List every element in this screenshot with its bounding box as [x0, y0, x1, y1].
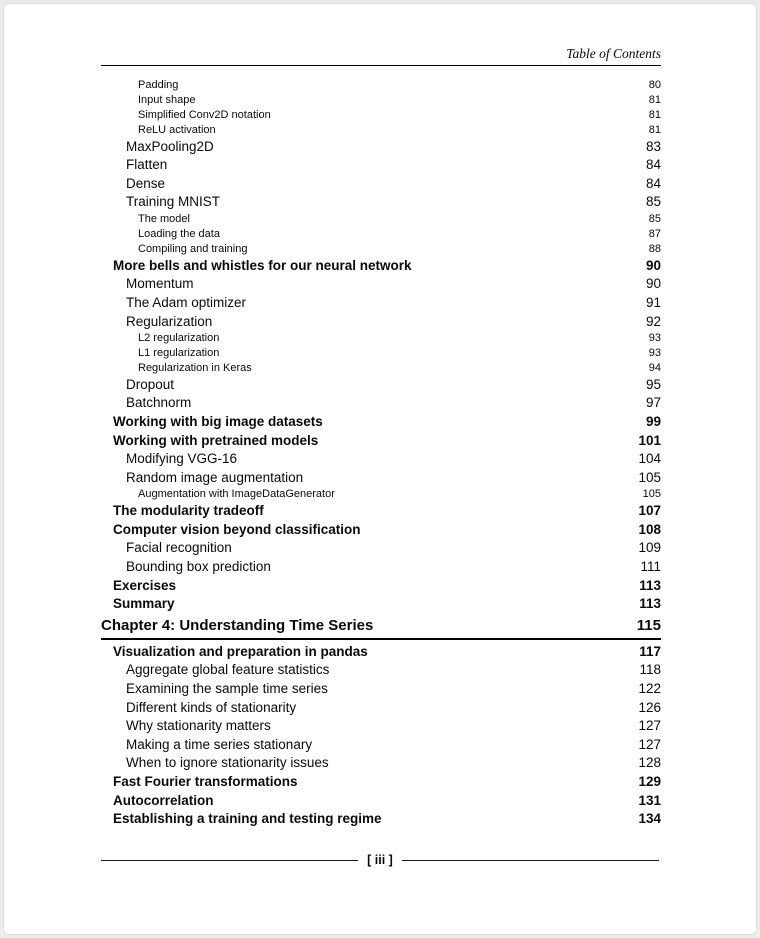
- toc-entry[interactable]: [101, 539, 661, 558]
- toc-entry[interactable]: [101, 469, 661, 488]
- toc-entry-page-number: 83: [645, 138, 661, 154]
- toc-entry-page-number: 95: [645, 376, 661, 392]
- toc-entry-label: Making a time series stationary: [126, 736, 313, 752]
- toc-entry[interactable]: [101, 521, 661, 540]
- toc-entry[interactable]: [101, 661, 661, 680]
- toc-entry[interactable]: [101, 577, 661, 596]
- toc-entry-page-number: 131: [638, 792, 661, 808]
- toc-entry[interactable]: [101, 558, 661, 577]
- toc-entry-label: The modularity tradeoff: [113, 503, 264, 519]
- footer-rule-left: [101, 860, 358, 861]
- toc-entry[interactable]: [101, 643, 661, 662]
- toc-entry-page-number: 105: [642, 488, 661, 501]
- toc-entry-page-number: 84: [645, 157, 661, 173]
- toc-entry[interactable]: [101, 680, 661, 699]
- toc-entry[interactable]: [101, 736, 661, 755]
- toc-entry[interactable]: [101, 773, 661, 792]
- toc-entry[interactable]: [101, 193, 661, 212]
- toc-entry-page-number: 81: [648, 93, 661, 106]
- toc-entry[interactable]: [101, 361, 661, 376]
- toc-entry[interactable]: [101, 792, 661, 811]
- toc-entry-label: Dropout: [126, 376, 175, 392]
- toc-entry[interactable]: [101, 93, 661, 108]
- toc-entry-label: More bells and whistles for our neural network: [113, 257, 412, 273]
- toc-entry-label: Computer vision beyond classification: [113, 521, 361, 537]
- toc-entry-label: ReLU activation: [138, 123, 216, 136]
- footer-page-label: [ iii ]: [367, 853, 393, 867]
- toc-entry-label: Input shape: [138, 93, 196, 106]
- toc-entry-label: Examining the sample time series: [126, 681, 328, 697]
- toc-entry-page-number: 113: [639, 577, 661, 593]
- toc-entry[interactable]: [101, 275, 661, 294]
- toc-entry-page-number: 80: [648, 79, 661, 91]
- toc-entry-page-number: 88: [648, 242, 661, 255]
- toc-entry-label: Different kinds of stationarity: [126, 699, 297, 715]
- toc-entry-label: Why stationarity matters: [126, 718, 271, 734]
- footer-rule-right: [402, 860, 659, 861]
- toc-entry-label: Compiling and training: [138, 242, 248, 255]
- toc-entry-page-number: 81: [648, 108, 661, 121]
- toc-entry[interactable]: [101, 810, 661, 829]
- toc-entry-label: Momentum: [126, 276, 194, 292]
- toc-entry-page-number: 81: [648, 123, 661, 136]
- toc-entry-label: When to ignore stationarity issues: [126, 755, 329, 771]
- toc-entry[interactable]: [101, 432, 661, 451]
- header-rule: [101, 65, 661, 66]
- toc-entry-page-number: 93: [648, 347, 661, 359]
- toc-entry-label: Chapter 4: Understanding Time Series: [101, 616, 374, 634]
- toc-entry-page-number: 107: [638, 503, 661, 519]
- toc-entry-page-number: 101: [638, 432, 661, 448]
- toc-entry-label: L1 regularization: [138, 347, 220, 359]
- toc-entry[interactable]: [101, 450, 661, 469]
- toc-entry-page-number: 84: [645, 175, 661, 191]
- toc-entry-page-number: 108: [638, 521, 661, 537]
- toc-entry-label: MaxPooling2D: [126, 138, 214, 154]
- toc-entry[interactable]: [101, 717, 661, 736]
- toc-entry[interactable]: [101, 595, 661, 614]
- page-header: [101, 4, 661, 66]
- toc-entry-page-number: 93: [648, 332, 661, 345]
- toc-entry-page-number: 92: [645, 313, 661, 329]
- toc-entry-page-number: 128: [638, 755, 661, 771]
- toc-entry-label: Working with big image datasets: [113, 414, 323, 429]
- toc-entry[interactable]: [101, 156, 661, 175]
- toc-entry[interactable]: [101, 227, 661, 242]
- toc-entry-label: Random image augmentation: [126, 469, 304, 485]
- toc-entry-page-number: 113: [639, 596, 661, 612]
- page-content: [101, 4, 661, 829]
- toc-entry-page-number: 90: [645, 276, 661, 292]
- toc-entry-page-number: 134: [638, 811, 661, 827]
- toc-entry-page-number: 99: [645, 414, 661, 429]
- toc-entry[interactable]: [101, 487, 661, 502]
- toc-entry-label: Exercises: [113, 577, 177, 593]
- toc-entry-page-number: 122: [638, 681, 661, 697]
- toc-entry-page-number: 127: [638, 718, 661, 734]
- toc-entry-label: Dense: [126, 175, 166, 191]
- toc-entry-page-number: 87: [648, 227, 661, 240]
- toc-entry-label: Bounding box prediction: [126, 559, 271, 575]
- toc-entry[interactable]: [101, 413, 661, 432]
- toc-entry-page-number: 109: [638, 540, 661, 556]
- toc-entry[interactable]: [101, 394, 661, 413]
- toc-entry-page-number: 127: [638, 736, 661, 752]
- toc-entry[interactable]: [101, 108, 661, 123]
- toc-entry-label: Padding: [138, 79, 179, 91]
- document-page: [3, 3, 757, 935]
- running-header-title: Table of Contents: [566, 46, 661, 61]
- toc-entry-label: Autocorrelation: [113, 792, 214, 808]
- toc-entry-page-number: 115: [636, 616, 661, 634]
- toc-entry[interactable]: [101, 212, 661, 227]
- toc-entry-label: Regularization in Keras: [138, 361, 252, 374]
- toc-list: [101, 78, 661, 829]
- toc-entry[interactable]: [101, 123, 661, 138]
- toc-entry-page-number: 111: [640, 559, 661, 575]
- toc-entry-page-number: 104: [638, 451, 661, 467]
- toc-entry-label: Fast Fourier transformations: [113, 774, 298, 789]
- page-footer: [101, 853, 659, 867]
- toc-entry-label: Establishing a training and testing regime: [113, 811, 382, 827]
- toc-entry-page-number: 105: [638, 469, 661, 485]
- toc-entry-page-number: 85: [648, 213, 661, 225]
- toc-entry-label: Simplified Conv2D notation: [138, 108, 271, 121]
- toc-entry-page-number: 90: [645, 257, 661, 273]
- toc-entry-page-number: 91: [645, 294, 661, 310]
- toc-entry[interactable]: [101, 331, 661, 346]
- toc-entry-page-number: 85: [645, 194, 661, 210]
- toc-entry-label: Summary: [113, 596, 175, 612]
- toc-entry[interactable]: [101, 346, 661, 361]
- toc-entry-label: Modifying VGG-16: [126, 451, 238, 467]
- toc-entry-label: Working with pretrained models: [113, 432, 319, 448]
- toc-entry-label: The model: [138, 213, 190, 225]
- toc-entry-label: The Adam optimizer: [126, 294, 247, 310]
- toc-entry[interactable]: [101, 257, 661, 276]
- toc-entry[interactable]: [101, 502, 661, 521]
- toc-entry-label: Visualization and preparation in pandas: [113, 643, 368, 659]
- toc-entry-page-number: 126: [638, 699, 661, 715]
- toc-entry[interactable]: [101, 138, 661, 157]
- toc-entry-label: Flatten: [126, 157, 168, 173]
- toc-entry-page-number: 118: [639, 662, 661, 678]
- toc-entry[interactable]: [101, 313, 661, 332]
- toc-entry-label: Regularization: [126, 313, 213, 329]
- toc-entry-label: Augmentation with ImageDataGenerator: [138, 488, 335, 501]
- toc-entry-label: Training MNIST: [126, 194, 221, 210]
- toc-entry-label: Aggregate global feature statistics: [126, 662, 330, 678]
- toc-entry[interactable]: [101, 242, 661, 257]
- toc-entry[interactable]: [101, 78, 661, 93]
- toc-entry[interactable]: [101, 699, 661, 718]
- toc-entry-label: L2 regularization: [138, 332, 220, 345]
- toc-entry-label: Loading the data: [138, 227, 220, 240]
- toc-entry-label: Batchnorm: [126, 395, 192, 411]
- toc-entry-label: Facial recognition: [126, 540, 232, 556]
- toc-entry-page-number: 117: [639, 643, 661, 659]
- toc-entry-page-number: 129: [638, 774, 661, 789]
- toc-entry[interactable]: [101, 376, 661, 395]
- toc-entry[interactable]: [101, 294, 661, 313]
- toc-entry-chapter[interactable]: [101, 616, 661, 640]
- toc-entry-page-number: 94: [648, 361, 661, 374]
- toc-entry[interactable]: [101, 175, 661, 194]
- toc-entry[interactable]: [101, 754, 661, 773]
- toc-entry-page-number: 97: [645, 395, 661, 411]
